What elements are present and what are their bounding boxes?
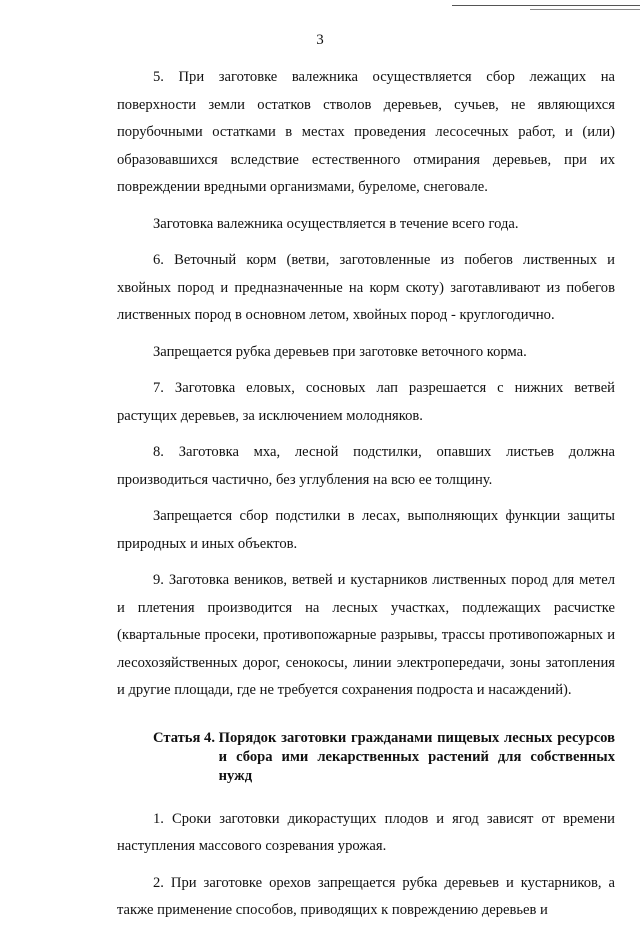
paragraph-litter-ban: Запрещается сбор подстилки в лесах, выполняющих функции защиты природных и иных объектов. bbox=[117, 508, 615, 552]
article-heading-title: Порядок заготовки гражданами пищевых лесных ресурсов и сбора ими лекарственных растений для собственных нужд bbox=[218, 729, 615, 784]
article-heading bbox=[153, 729, 615, 786]
paragraph-item-7: 7. Заготовка еловых, сосновых лап разрешается с нижних ветвей растущих деревьев, за исключением молодняков. bbox=[117, 380, 615, 424]
article-heading-number: Статья 4. bbox=[153, 729, 219, 746]
header-rule bbox=[452, 5, 640, 6]
paragraph-deadwood-period: Заготовка валежника осуществляется в течение всего года. bbox=[153, 215, 519, 232]
document-body bbox=[117, 64, 615, 934]
paragraph-item-9: 9. Заготовка веников, ветвей и кустарников лиственных пород для метел и плетения производится на лесных участках, подлежащих расчистке (квартальные просеки, противопожарные разрывы, трассы противопожарных и лесохозяйственных дорог, сенокосы, линии электропередачи, зоны затопления и другие площади, где не требуется сохранения подроста и насаждений). bbox=[117, 572, 615, 698]
header-rule-short bbox=[530, 9, 640, 10]
paragraph-article4-item-1: 1. Сроки заготовки дикорастущих плодов и ягод зависят от времени наступления массового созревания урожая. bbox=[117, 810, 615, 854]
paragraph-article4-item-2: 2. При заготовке орехов запрещается рубка деревьев и кустарников, а также применение способов, приводящих к повреждению деревьев и bbox=[117, 874, 615, 918]
paragraph-item-8: 8. Заготовка мха, лесной подстилки, опавших листьев должна производиться частично, без углубления на всю ее толщину. bbox=[117, 444, 615, 488]
paragraph-branch-feed-ban: Запрещается рубка деревьев при заготовке веточного корма. bbox=[153, 343, 527, 360]
paragraph-item-6: 6. Веточный корм (ветви, заготовленные из побегов лиственных и хвойных пород и предназначенные на корм скоту) заготавливают из побегов лиственных пород в основном летом, хвойных пород - круглогодично. bbox=[117, 252, 615, 323]
paragraph-item-5: 5. При заготовке валежника осуществляется сбор лежащих на поверхности земли остатков стволов деревьев, сучьев, не являющихся порубочными остатками в местах проведения лесосечных работ, и (или) образовавшихся вследствие естественного отмирания деревьев, при их повреждении вредными организмами, буреломе, снеговале. bbox=[117, 69, 615, 195]
page-number: 3 bbox=[316, 32, 324, 48]
